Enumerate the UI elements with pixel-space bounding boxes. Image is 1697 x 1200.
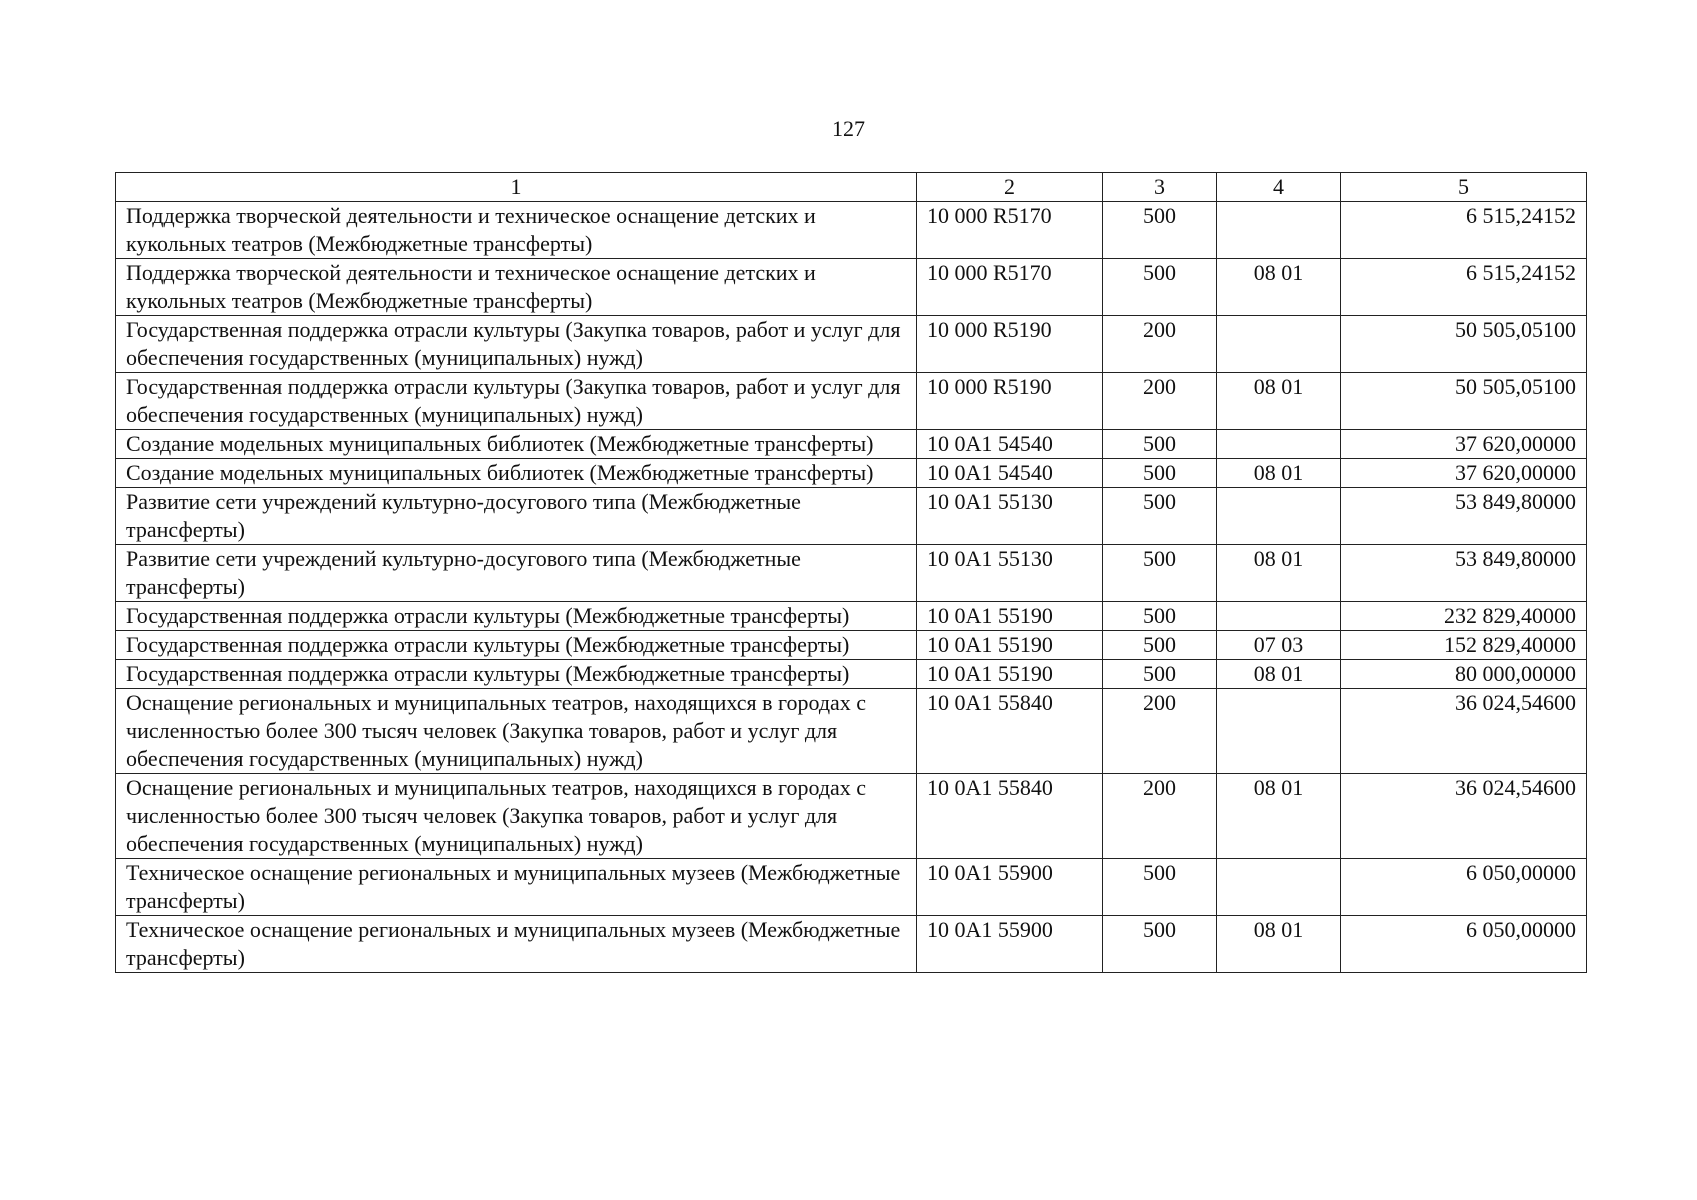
row-amount-cell: 6 515,24152 — [1341, 202, 1587, 259]
table-row — [116, 774, 1587, 859]
table-row — [116, 430, 1587, 459]
header-row — [116, 173, 1587, 202]
row-code-cell: 10 0A1 55130 — [917, 488, 1103, 545]
row-name-cell: Государственная поддержка отрасли культуры (Межбюджетные трансферты) — [116, 602, 917, 631]
table-row — [116, 373, 1587, 430]
row-amount-cell: 50 505,05100 — [1341, 316, 1587, 373]
row-expense-type-cell: 500 — [1103, 602, 1217, 631]
row-name-cell: Поддержка творческой деятельности и техническое оснащение детских и кукольных театров (Межбюджетные трансферты) — [116, 259, 917, 316]
page-number: 127 — [832, 116, 865, 141]
header-cell-5: 5 — [1341, 173, 1587, 202]
row-name-cell: Поддержка творческой деятельности и техническое оснащение детских и кукольных театров (Межбюджетные трансферты) — [116, 202, 917, 259]
row-code-cell: 10 0A1 55190 — [917, 631, 1103, 660]
row-expense-type-cell: 500 — [1103, 259, 1217, 316]
row-name-cell: Создание модельных муниципальных библиотек (Межбюджетные трансферты) — [116, 459, 917, 488]
row-name-cell: Развитие сети учреждений культурно-досугового типа (Межбюджетные трансферты) — [116, 545, 917, 602]
table-row — [116, 202, 1587, 259]
row-amount-cell: 53 849,80000 — [1341, 545, 1587, 602]
row-amount-cell: 37 620,00000 — [1341, 459, 1587, 488]
budget-table — [115, 172, 1587, 973]
row-name-cell: Создание модельных муниципальных библиотек (Межбюджетные трансферты) — [116, 430, 917, 459]
row-section-cell — [1217, 488, 1341, 545]
row-name-cell: Оснащение региональных и муниципальных театров, находящихся в городах с численностью более 300 тысяч человек (Закупка товаров, работ и услуг для обеспечения государственных (муниципальных) нужд) — [116, 774, 917, 859]
row-amount-cell: 6 050,00000 — [1341, 859, 1587, 916]
table-row — [116, 459, 1587, 488]
row-expense-type-cell: 500 — [1103, 859, 1217, 916]
row-amount-cell: 36 024,54600 — [1341, 689, 1587, 774]
row-code-cell: 10 000 R5170 — [917, 202, 1103, 259]
row-expense-type-cell: 200 — [1103, 774, 1217, 859]
row-expense-type-cell: 500 — [1103, 202, 1217, 259]
row-code-cell: 10 0A1 55840 — [917, 774, 1103, 859]
row-section-cell — [1217, 602, 1341, 631]
row-section-cell: 08 01 — [1217, 916, 1341, 973]
row-code-cell: 10 0A1 55900 — [917, 859, 1103, 916]
row-amount-cell: 36 024,54600 — [1341, 774, 1587, 859]
row-expense-type-cell: 500 — [1103, 430, 1217, 459]
row-section-cell: 08 01 — [1217, 660, 1341, 689]
table-row — [116, 689, 1587, 774]
row-section-cell: 08 01 — [1217, 259, 1341, 316]
row-name-cell: Оснащение региональных и муниципальных театров, находящихся в городах с численностью более 300 тысяч человек (Закупка товаров, работ и услуг для обеспечения государственных (муниципальных) нужд) — [116, 689, 917, 774]
table-row — [116, 602, 1587, 631]
row-amount-cell: 37 620,00000 — [1341, 430, 1587, 459]
row-section-cell: 07 03 — [1217, 631, 1341, 660]
row-code-cell: 10 0A1 55900 — [917, 916, 1103, 973]
row-code-cell: 10 000 R5190 — [917, 373, 1103, 430]
row-section-cell: 08 01 — [1217, 774, 1341, 859]
row-code-cell: 10 0A1 54540 — [917, 430, 1103, 459]
row-amount-cell: 152 829,40000 — [1341, 631, 1587, 660]
table-row — [116, 545, 1587, 602]
row-expense-type-cell: 500 — [1103, 631, 1217, 660]
row-code-cell: 10 0A1 55130 — [917, 545, 1103, 602]
table-row — [116, 488, 1587, 545]
row-amount-cell: 53 849,80000 — [1341, 488, 1587, 545]
row-expense-type-cell: 500 — [1103, 459, 1217, 488]
row-name-cell: Техническое оснащение региональных и муниципальных музеев (Межбюджетные трансферты) — [116, 859, 917, 916]
row-expense-type-cell: 500 — [1103, 488, 1217, 545]
row-amount-cell: 232 829,40000 — [1341, 602, 1587, 631]
row-section-cell: 08 01 — [1217, 373, 1341, 430]
row-expense-type-cell: 200 — [1103, 373, 1217, 430]
header-cell-2: 2 — [917, 173, 1103, 202]
table-row — [116, 316, 1587, 373]
row-code-cell: 10 0A1 55840 — [917, 689, 1103, 774]
row-expense-type-cell: 200 — [1103, 689, 1217, 774]
row-expense-type-cell: 500 — [1103, 545, 1217, 602]
row-expense-type-cell: 500 — [1103, 916, 1217, 973]
row-section-cell — [1217, 202, 1341, 259]
row-name-cell: Государственная поддержка отрасли культуры (Закупка товаров, работ и услуг для обеспечения государственных (муниципальных) нужд) — [116, 373, 917, 430]
row-amount-cell: 80 000,00000 — [1341, 660, 1587, 689]
row-expense-type-cell: 500 — [1103, 660, 1217, 689]
row-section-cell — [1217, 689, 1341, 774]
header-cell-4: 4 — [1217, 173, 1341, 202]
row-section-cell: 08 01 — [1217, 459, 1341, 488]
row-code-cell: 10 000 R5170 — [917, 259, 1103, 316]
row-name-cell: Государственная поддержка отрасли культуры (Межбюджетные трансферты) — [116, 660, 917, 689]
row-expense-type-cell: 200 — [1103, 316, 1217, 373]
table-body — [116, 202, 1587, 973]
header-cell-3: 3 — [1103, 173, 1217, 202]
row-section-cell — [1217, 430, 1341, 459]
row-code-cell: 10 000 R5190 — [917, 316, 1103, 373]
row-section-cell: 08 01 — [1217, 545, 1341, 602]
row-amount-cell: 6 515,24152 — [1341, 259, 1587, 316]
table-row — [116, 259, 1587, 316]
row-code-cell: 10 0A1 55190 — [917, 660, 1103, 689]
row-code-cell: 10 0A1 55190 — [917, 602, 1103, 631]
row-name-cell: Государственная поддержка отрасли культуры (Межбюджетные трансферты) — [116, 631, 917, 660]
table-row — [116, 631, 1587, 660]
row-code-cell: 10 0A1 54540 — [917, 459, 1103, 488]
row-name-cell: Развитие сети учреждений культурно-досугового типа (Межбюджетные трансферты) — [116, 488, 917, 545]
row-amount-cell: 6 050,00000 — [1341, 916, 1587, 973]
table-row — [116, 859, 1587, 916]
row-name-cell: Государственная поддержка отрасли культуры (Закупка товаров, работ и услуг для обеспечения государственных (муниципальных) нужд) — [116, 316, 917, 373]
table-row — [116, 660, 1587, 689]
row-amount-cell: 50 505,05100 — [1341, 373, 1587, 430]
row-section-cell — [1217, 859, 1341, 916]
row-name-cell: Техническое оснащение региональных и муниципальных музеев (Межбюджетные трансферты) — [116, 916, 917, 973]
table-row — [116, 916, 1587, 973]
row-section-cell — [1217, 316, 1341, 373]
header-cell-1: 1 — [116, 173, 917, 202]
